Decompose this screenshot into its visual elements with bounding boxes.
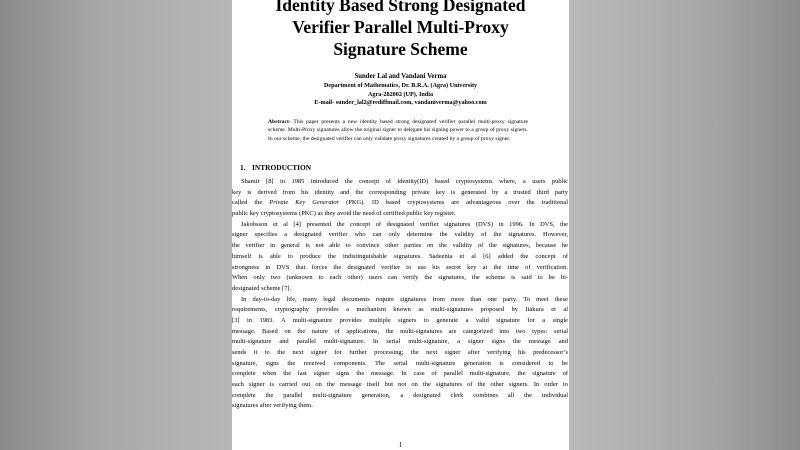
text-line: When only two (unknown to each other) users can verify the signatures, the scheme is said to be bi- (232, 274, 568, 282)
abstract (268, 118, 528, 143)
introduction-body (232, 177, 569, 412)
viewer-background-right (569, 0, 800, 450)
text-line: designated scheme [7]. (232, 284, 292, 292)
paper-title (232, 0, 569, 60)
author-department: Department of Mathematics, Dr. B.R.A. (Agra) University (323, 82, 478, 90)
text-line: requirements, cryptography provides a mechanism known as multi-signatures proposed by Itakura et al (232, 306, 568, 314)
text-line: the verifier in general is not able to convince other parties on the validity of the signatures, because he (232, 242, 568, 250)
text-line: message. Based on the nature of applications, the multi-signatures are categorized into two types: serial (232, 327, 568, 335)
text-line: signer specifies a designated verifier who can only determine the validity of the signatures. However, (232, 231, 568, 239)
text-line: public key cryptosystems (PKC) as they avoid the need of certified public key register. (232, 210, 456, 218)
text-line: Jakobsson et al [4] presented the concept of designated verifier signatures (DVS) in 1996. In DVS, the (241, 220, 568, 228)
text-line: In day-to-day life, many legal documents require signatures from more than one party. To meet these (241, 295, 568, 303)
text-line: strongness in DVS that forces the designated verifier to use his secret key at the time of verification. (232, 263, 568, 271)
text-line: sends it to the next signer for further processing; the next signer after verifying his predecessor’s (232, 349, 568, 356)
abstract-text: This paper presents a new identity based strong designated verifier parallel multi-proxy signature scheme. Multi-Proxy signatures allow the original signer to delegate his signing power to a group of proxy signers. In our scheme, the designated verifier can only validate proxy signatures created by a group of proxy signer. (268, 119, 528, 142)
author-names: Sunder Lal and Vandani Verma (354, 73, 447, 80)
section-title: INTRODUCTION (252, 163, 312, 172)
document-page[interactable] (232, 0, 569, 450)
page-number: 1 (398, 441, 403, 449)
author-email: E-mail- sunder_lal2@rediffmail.com, vandaniverma@yahoo.com (314, 99, 487, 107)
text-line: key is derived from his identity and the corresponding private key is generated by a trusted third party (232, 188, 568, 196)
title-line: Identity Based Strong Designated (275, 0, 526, 15)
section-heading (240, 163, 311, 172)
italic-term: Private Key Generator (269, 199, 340, 207)
text-line: complete when the last signer signs the message. In case of parallel multi-signature, the signature of (232, 370, 568, 378)
title-line: Signature Scheme (333, 39, 468, 59)
author-city: Agra-282002 (UP), India (367, 90, 434, 98)
text-line: each signer is carried out on the message itself but not on the signatures of the other signers. In order to (232, 381, 568, 389)
viewer-background-left (0, 0, 232, 450)
abstract-label: Abstract- (268, 119, 291, 125)
text-line: signatures after verifying them. (232, 402, 313, 410)
title-line: Verifier Parallel Multi-Proxy (292, 17, 509, 37)
text-line: multi-signature and parallel multi-signature. In serial multi-signature, a signer signs the message and (232, 338, 568, 346)
text-line: called the Private Key Generator (PKG). ID based cryptosystems are advantageous over the traditional (232, 199, 569, 207)
text-line: complete the parallel multi-signature generation, a designated clerk combines all the individual (232, 391, 568, 399)
text-line: [3] in 1983. A multi-signature provides multiple signers to generate a valid signature for a single (232, 316, 568, 324)
section-number: 1. (240, 163, 246, 172)
text-line: signature, signs the received components. The serial multi-signature generation is considered to be (232, 359, 568, 367)
author-block (232, 73, 569, 108)
text-line: Shamir [8] in 1985 introduced the concept of identity(ID) based cryptosystems where, a users public (241, 178, 568, 185)
text-line: himself is able to produce the indistinguishable signatures. Sadeenia et al [6] added the concept of (232, 252, 568, 260)
